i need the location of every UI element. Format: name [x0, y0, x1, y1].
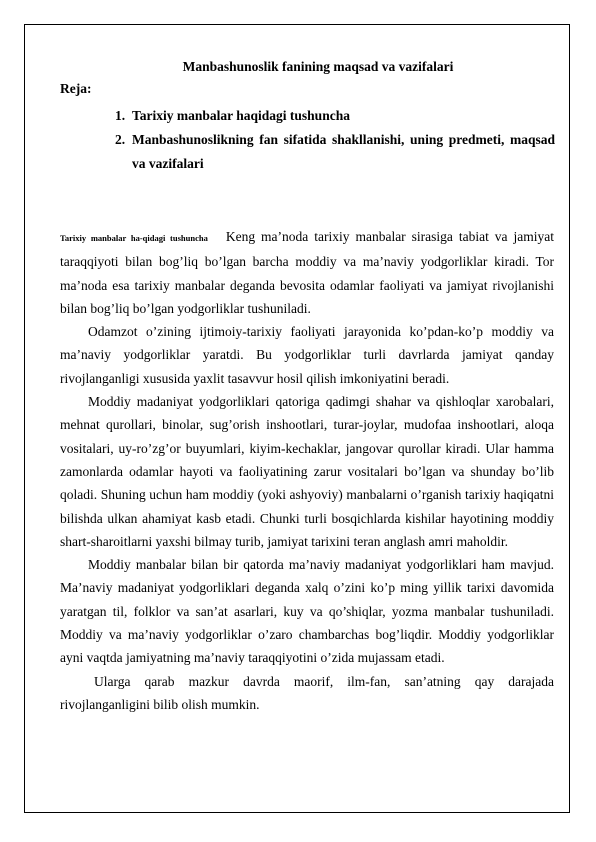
paragraph: Moddiy madaniyat yodgorliklari qatoriga qadimgi shahar va qishloqlar xarobalari, mehnat qurollari, binolar, sug’orish inshootlari, turar-joylar, mudofaa inshootlari, aloqa vositalari, uy-ro’zg’or buyumlari, kiyim-kechaklar, jangovar qurollar kiradi. Ular hamma zamonlarda odamlar hayoti va faoliyatining zarur vositalari bo’lgan va shunday bo’lib qoladi. Shuning uchun ham moddiy (yoki ashyoviy) manbalarni o’rganish tarixiy haqiqatni bilishda ulkan ahamiyat kasb etadi. Chunki turli bosqichlarda kishilar hayotining moddiy shart-sharoitlarni yaxshi bilmay turib, jamiyat tarixini teran anglash amri maholdir. [60, 394, 554, 549]
paragraph: Odamzot o’zining ijtimoiy-tarixiy faoliyati jarayonida ko’pdan-ko’p moddiy va ma’naviy yodgorliklar yaratdi. Bu yodgorliklar turli davrlarda jamiyat qanday rivojlanganligi xususida yaxlit tasavvur hosil qilish imkoniyatini beradi. [60, 324, 554, 386]
plan-item [115, 128, 555, 176]
paragraph: Ularga qarab mazkur davrda maorif, ilm-fan, san’atning qay darajada rivojlanganligini bilib olish mumkin. [60, 673, 554, 712]
plan-label: Reja: [60, 81, 92, 96]
body-text [60, 225, 554, 716]
plan-item [115, 104, 555, 128]
side-heading: Tarixiy manbalar ha-qidagi tushuncha [60, 233, 208, 243]
paragraph-text: Keng ma’noda tarixiy manbalar sirasiga tabiat va jamiyat taraqqiyoti bilan bog’liq bo’lgan barcha moddiy va ma’naviy yodgorliklar kiradi. Tor ma’noda esa tarixiy manbalar deganda bevosita odamlar faoliyati va jamiyat rivojlanishi bilan bog’liq bo’lgan yodgorliklar tushuniladi. [60, 229, 555, 316]
plan-item-text: Manbashunoslikning fan sifatida shakllanishi, uning predmeti, maqsad va vazifalari [132, 132, 555, 171]
paragraph [60, 225, 554, 320]
paragraph: Moddiy manbalar bilan bir qatorda ma’naviy madaniyat yodgorliklari ham mavjud. Ma’naviy madaniyat yodgorliklari deganda xalq o’zini ko’p ming yillik tarixi davomida yaratgan til, folklor va san’at asarlari, kuy va qo’shiqlar, yozma manbalar tushuniladi. Moddiy va ma’naviy yodgorliklar o’zaro chambarchas bog’liqdir. Moddiy yodgorliklar ayni vaqtda jamiyatning ma’naviy taraqqiyotini o’zida mujassam etadi. [60, 557, 554, 666]
plan-list [115, 104, 555, 176]
plan-item-number: 1. [115, 108, 126, 123]
document-title: Manbashunoslik fanining maqsad va vazifalari [182, 59, 454, 74]
plan-item-text: Tarixiy manbalar haqidagi tushuncha [132, 108, 350, 123]
plan-item-number: 2. [115, 132, 126, 147]
